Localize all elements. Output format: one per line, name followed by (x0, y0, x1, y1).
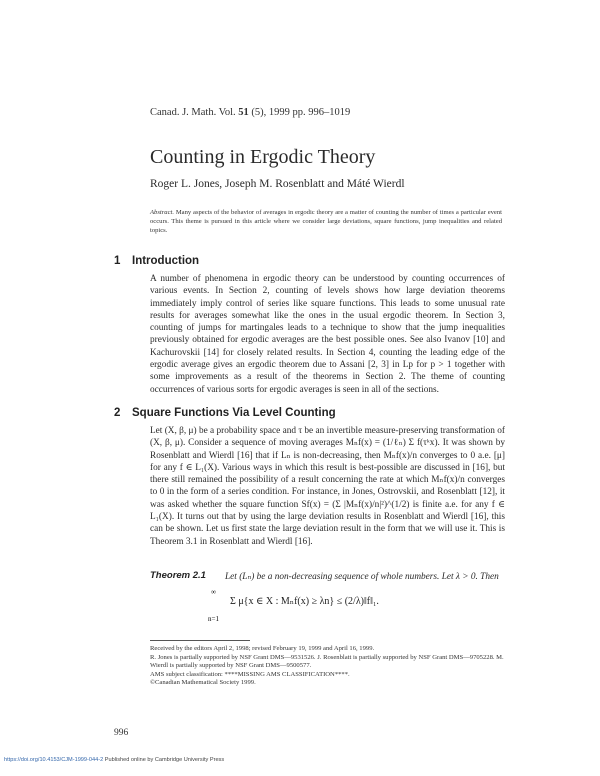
doi-link[interactable]: https://doi.org/10.4153/CJM-1999-044-2 (4, 757, 104, 763)
published-online-text: Published online by Cambridge University Press (103, 757, 225, 763)
footnote-grants: R. Jones is partially supported by NSF Grant DMS—9531526. J. Rosenblatt is partially supported by NSF Grant DMS—9705228. M. Wierdl is partially supported by NSF Grant DMS—9500577. (150, 653, 504, 670)
section-1-title: Introduction (132, 255, 200, 267)
journal-header (150, 107, 350, 118)
theorem-label: Theorem 2.1 (150, 570, 206, 581)
abstract (150, 208, 502, 235)
section-2-body: Let (X, β, μ) be a probability space and τ be an invertible measure-preserving transformation of (X, β, μ). Consider a sequence of moving averages Mₙf(x) = (1/ℓₙ) Σ f(τᵏx). It was shown by Rosenblatt and Wierdl [16] that if Lₙ is non-decreasing, then Mₙf(x)/n converges to 0 a.e. [μ] for any f ∈ L₁(X). Various ways in which this result is best-possible are discussed in [16], but there still remained the possibility of a result concerning the rate at which Mₙf(x)/n converges to 0 in the form of a series condition. For instance, in Jones, Ostrovskii, and Rosenblatt [12], it was asked whether the square function Sf(x) = (Σ |Mₙf(x)/n|²)^(1/2) is finite a.e. for any f ∈ L₁(X). It turns out that by using the large deviation results in Rosenblatt and Wierdl [16], this can be shown. Let us first state the large deviation result in the form that we will use it. This is Theorem 3.1 in Rosenblatt and Wierdl [16]. (150, 426, 505, 547)
theorem-statement: Let (Lₙ) be a non-decreasing sequence of whole numbers. Let λ > 0. Then (225, 572, 499, 582)
theorem-formula-text: Σ μ{x ∈ X : Mₙf(x) ≥ λn} ≤ (2/λ)‖f‖₁. (230, 596, 379, 607)
footnote-copyright: ©Canadian Mathematical Society 1999. (150, 679, 256, 687)
svg-text:∞: ∞ (211, 588, 216, 596)
section-1-body: A number of phenomena in ergodic theory can be understood by counting occurrences of various events. In Section 2, counting of levels shows how large deviation theorems immediately imply control of series like square functions. This leads to some unusual rate results for averages somewhat like the ones in the usual ergodic theorem. In Section 3, counting of jumps for martingales leads to a technique to show that the jump inequalities previously obtained for ergodic averages are the best possible ones. See also Ivanov [10] and Kachurovskii [14] for closely related results. In Section 4, counting the leading edge of the ergodic average gives an ergodic theorem due to Assani [2, 3] in Lp for p > 1 together with some improvements as a result of the theorems in Section 2. The theme of counting occurrences of various sorts for ergodic averages is seen in all of the sections. (150, 274, 505, 395)
abstract-text: Many aspects of the behavior of averages in ergodic theory are a matter of counting the number of times a particular event occurs. This theme is pursued in this article where we consider large deviations, square functions, jump inequalities and related topics. (150, 209, 502, 234)
section-2-title: Square Functions Via Level Counting (132, 407, 336, 419)
footnote-ams: AMS subject classification: ****MISSING AMS CLASSIFICATION****. (150, 670, 350, 678)
section-2-number: 2 (114, 407, 121, 419)
section-1-number: 1 (114, 255, 121, 267)
journal-name: Canad. J. Math. Vol. (150, 107, 239, 118)
svg-text:n=1: n=1 (208, 615, 219, 622)
footnotes (150, 645, 505, 688)
paper-title: Counting in Ergodic Theory (150, 146, 376, 168)
footnote-received: Received by the editors April 2, 1998; revised February 19, 1999 and April 16, 1999. (150, 645, 375, 652)
doi-footer (4, 757, 224, 763)
summation-limits (202, 586, 232, 622)
journal-issue-pages: (5), 1999 pp. 996–1019 (248, 107, 351, 118)
abstract-label: Abstract. (150, 209, 174, 216)
footnote-rule (150, 640, 250, 641)
journal-volume: 51 (238, 107, 249, 118)
theorem-formula (208, 586, 530, 622)
page-number: 996 (114, 728, 129, 738)
paper-authors: Roger L. Jones, Joseph M. Rosenblatt and Máté Wierdl (150, 178, 405, 190)
